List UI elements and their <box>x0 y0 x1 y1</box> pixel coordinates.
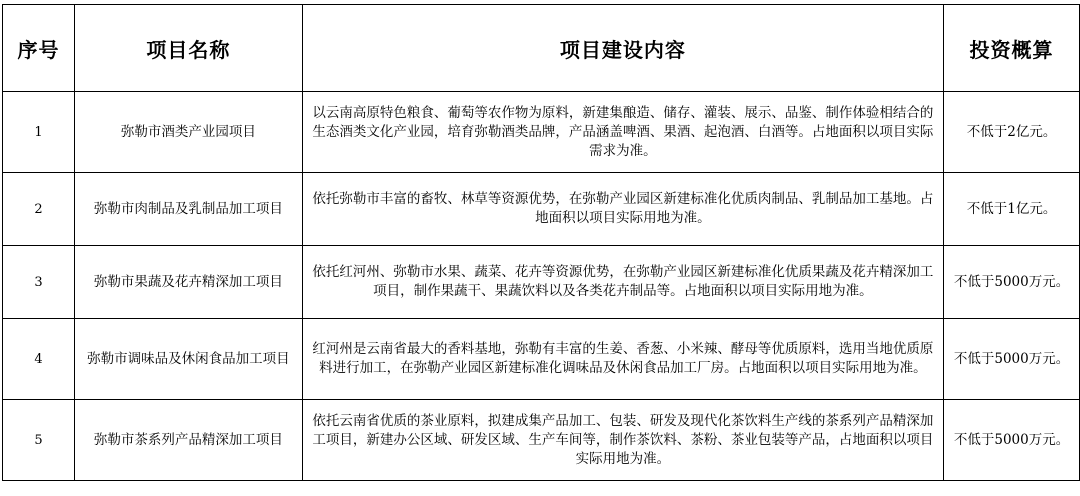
row-content: 红河州是云南省最大的香料基地，弥勒有丰富的生姜、香葱、小米辣、酵母等优质原料，选用当地优质原料进行加工，在弥勒产业园区新建标准化调味品及休闲食品加工厂房。占地面积以项目实际用地为准。 <box>302 319 943 400</box>
row-no: 4 <box>3 319 75 400</box>
row-investment: 不低于5000万元。 <box>944 319 1080 400</box>
row-name: 弥勒市酒类产业园项目 <box>74 92 302 173</box>
row-investment: 不低于2亿元。 <box>944 92 1080 173</box>
table-row <box>3 319 1080 400</box>
row-no: 3 <box>3 246 75 319</box>
row-no: 5 <box>3 400 75 481</box>
table-row <box>3 92 1080 173</box>
row-content: 依托红河州、弥勒市水果、蔬菜、花卉等资源优势，在弥勒产业园区新建标准化优质果蔬及花卉精深加工项目，制作果蔬干、果蔬饮料以及各类花卉制品等。占地面积以项目实际用地为准。 <box>302 246 943 319</box>
header-name: 项目名称 <box>74 5 302 92</box>
header-investment: 投资概算 <box>944 5 1080 92</box>
project-table <box>2 4 1080 481</box>
row-investment: 不低于1亿元。 <box>944 173 1080 246</box>
row-name: 弥勒市茶系列产品精深加工项目 <box>74 400 302 481</box>
row-content: 依托弥勒市丰富的畜牧、林草等资源优势，在弥勒产业园区新建标准化优质肉制品、乳制品加工基地。占地面积以项目实际用地为准。 <box>302 173 943 246</box>
table-row <box>3 400 1080 481</box>
row-content: 以云南高原特色粮食、葡萄等农作物为原料，新建集酿造、储存、灌装、展示、品鉴、制作体验相结合的生态酒类文化产业园，培育弥勒酒类品牌，产品涵盖啤酒、果酒、起泡酒、白酒等。占地面积以项目实际需求为准。 <box>302 92 943 173</box>
table-row <box>3 246 1080 319</box>
row-name: 弥勒市肉制品及乳制品加工项目 <box>74 173 302 246</box>
table-row <box>3 173 1080 246</box>
row-name: 弥勒市果蔬及花卉精深加工项目 <box>74 246 302 319</box>
row-content: 依托云南省优质的茶业原料，拟建成集产品加工、包装、研发及现代化茶饮料生产线的茶系列产品精深加工项目，新建办公区域、研发区域、生产车间等，制作茶饮料、茶粉、茶业包装等产品，占地面积以项目实际用地为准。 <box>302 400 943 481</box>
row-name: 弥勒市调味品及休闲食品加工项目 <box>74 319 302 400</box>
header-row <box>3 5 1080 92</box>
row-investment: 不低于5000万元。 <box>944 246 1080 319</box>
row-no: 2 <box>3 173 75 246</box>
header-no: 序号 <box>3 5 75 92</box>
row-no: 1 <box>3 92 75 173</box>
header-content: 项目建设内容 <box>302 5 943 92</box>
row-investment: 不低于5000万元。 <box>944 400 1080 481</box>
